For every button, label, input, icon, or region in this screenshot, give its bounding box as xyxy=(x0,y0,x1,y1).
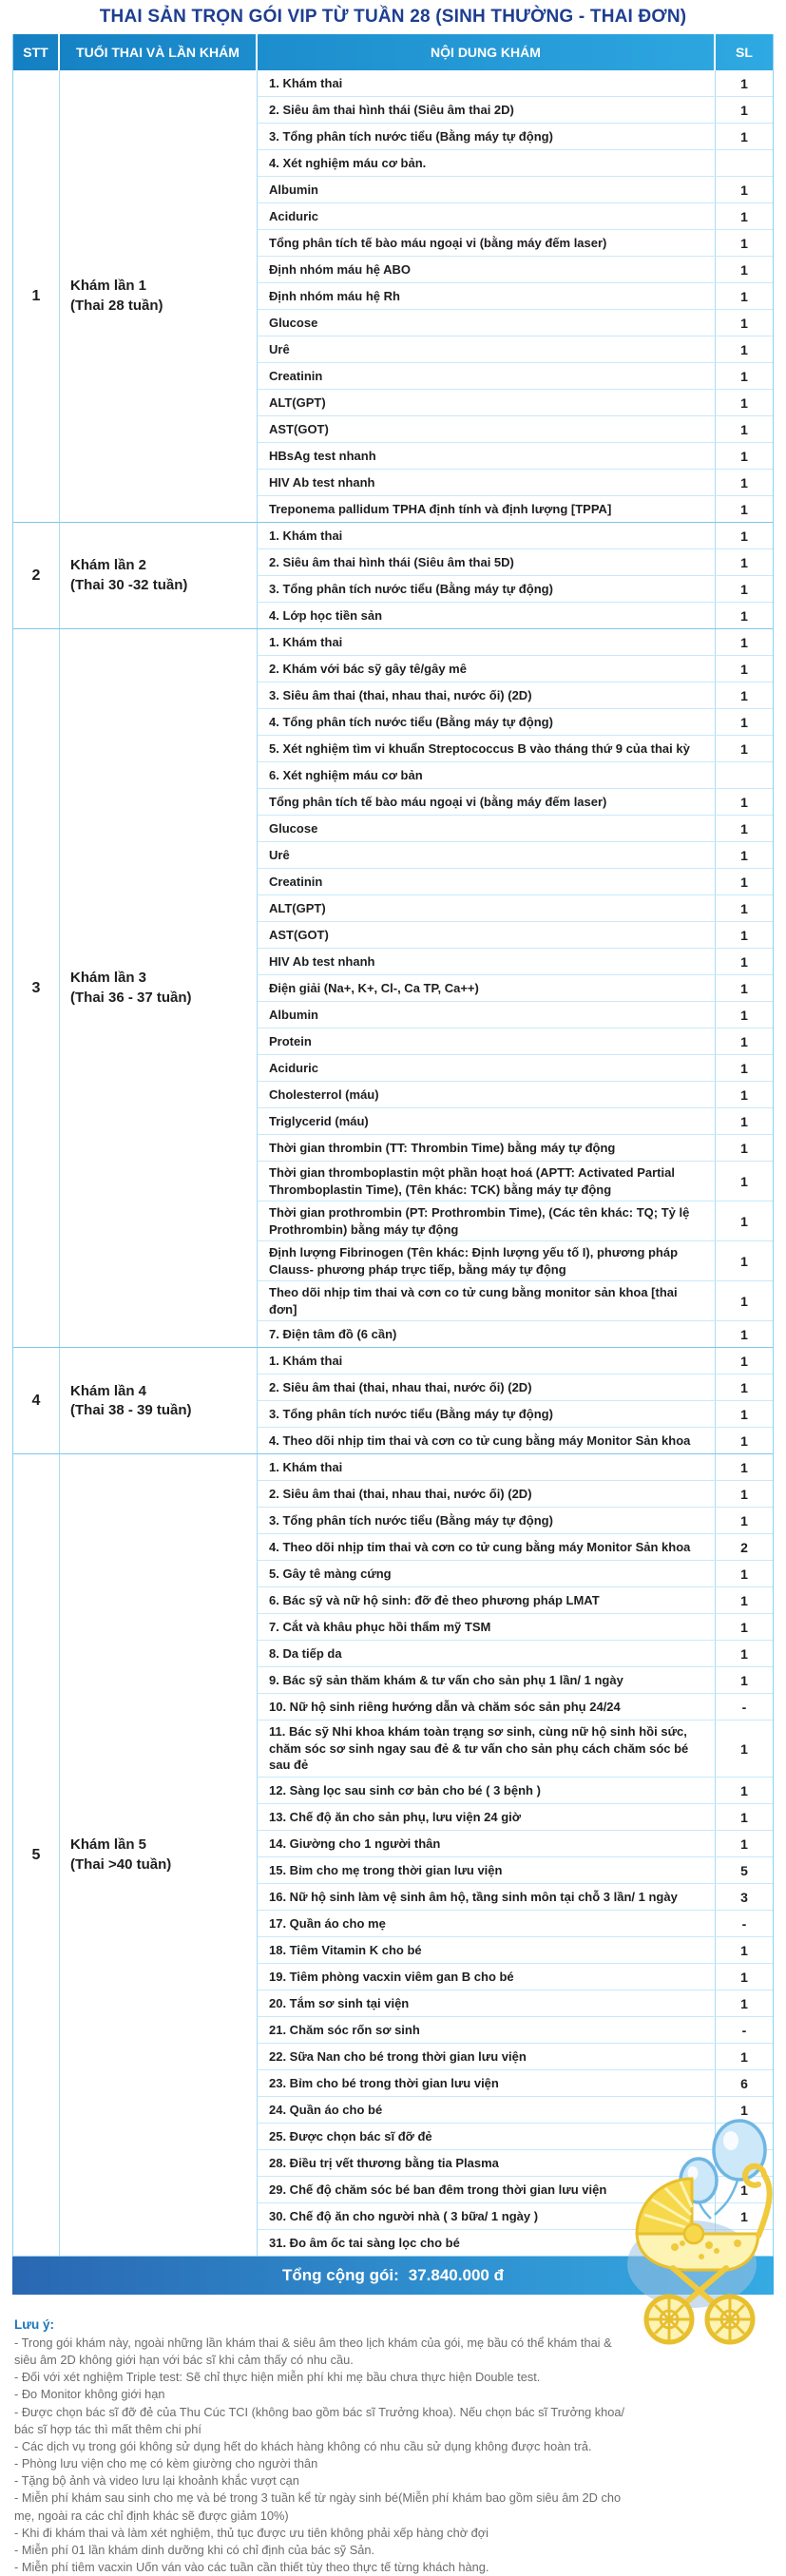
service-row xyxy=(258,575,773,602)
service-name: HBsAg test nhanh xyxy=(258,443,716,469)
service-name: Glucose xyxy=(258,816,716,841)
service-name: 1. Khám thai xyxy=(258,629,716,655)
service-quantity: 1 xyxy=(740,1566,748,1582)
service-row xyxy=(258,1586,773,1613)
service-row xyxy=(258,176,773,202)
service-row xyxy=(258,974,773,1001)
service-row xyxy=(258,1720,773,1777)
service-quantity: 1 xyxy=(740,1326,748,1342)
note-item: - Khi đi khám thai và làm xét nghiệm, thủ tục được ưu tiên không phải xếp hàng chờ đợi xyxy=(14,2525,489,2540)
note-item: - Các dịch vụ trong gói không sử dụng hết do khách hàng không có nhu cầu sử dụng không được hoàn trả. xyxy=(14,2438,592,2453)
visit-label xyxy=(60,1348,258,1453)
service-name: 5. Xét nghiệm tìm vi khuẩn Streptococcus B vào tháng thứ 9 của thai kỳ xyxy=(258,736,716,761)
service-row xyxy=(258,1883,773,1910)
service-name: 3. Tổng phân tích nước tiểu (Bằng máy tự động) xyxy=(258,576,716,602)
service-row xyxy=(258,1693,773,1720)
service-row xyxy=(258,921,773,948)
service-name: Albumin xyxy=(258,1002,716,1028)
service-name: 10. Nữ hộ sinh riêng hướng dẫn và chăm sóc sản phụ 24/24 xyxy=(258,1694,716,1720)
service-name: 21. Chăm sóc rốn sơ sinh xyxy=(258,2017,716,2043)
service-quantity: 1 xyxy=(740,1645,748,1662)
service-row xyxy=(258,948,773,974)
service-quantity: 1 xyxy=(740,75,748,91)
header-stt: STT xyxy=(13,34,60,70)
service-quantity: 1 xyxy=(740,1293,748,1309)
service-name: 20. Tắm sơ sinh tại viện xyxy=(258,1990,716,2016)
service-quantity: 1 xyxy=(740,1942,748,1958)
baby-carriage-illustration xyxy=(616,2112,779,2352)
service-name: 31. Đo âm ốc tai sàng lọc cho bé xyxy=(258,2230,716,2256)
service-row xyxy=(258,1613,773,1640)
service-row xyxy=(258,1830,773,1856)
service-quantity: 1 xyxy=(740,1406,748,1422)
notes-title: Lưu ý: xyxy=(14,2317,55,2333)
service-name: Định nhóm máu hệ Rh xyxy=(258,283,716,309)
service-row xyxy=(258,548,773,575)
service-quantity: 1 xyxy=(740,2048,748,2065)
visit-weeks: (Thai 36 - 37 tuần) xyxy=(70,989,192,1006)
service-quantity: 1 xyxy=(740,448,748,464)
notes-list xyxy=(14,2335,637,2576)
service-row xyxy=(258,1507,773,1533)
service-row xyxy=(258,682,773,708)
service-row xyxy=(258,868,773,894)
service-quantity: 1 xyxy=(740,182,748,198)
service-name: 19. Tiêm phòng vacxin viêm gan B cho bé xyxy=(258,1964,716,1990)
service-quantity: 1 xyxy=(740,368,748,384)
service-quantity: 1 xyxy=(740,235,748,251)
service-row xyxy=(258,229,773,256)
service-quantity: 1 xyxy=(740,794,748,810)
service-quantity: 1 xyxy=(740,1033,748,1049)
note-item: - Đối với xét nghiệm Triple test: Sẽ chỉ thực hiện miễn phí khi mẹ bầu chưa thực hiện Double test. xyxy=(14,2370,541,2385)
service-name: 17. Quần áo cho mẹ xyxy=(258,1911,716,1936)
service-quantity: 1 xyxy=(740,1060,748,1076)
service-name: 3. Tổng phân tích nước tiểu (Bằng máy tự động) xyxy=(258,1508,716,1533)
visit-name: Khám lần 1 xyxy=(70,278,147,295)
header-visit: TUỔI THAI VÀ LẦN KHÁM xyxy=(60,34,258,70)
service-row xyxy=(258,442,773,469)
service-name: Điện giải (Na+, K+, Cl-, Ca TP, Ca++) xyxy=(258,975,716,1001)
service-quantity: 1 xyxy=(740,1512,748,1528)
service-quantity: 1 xyxy=(740,1969,748,1985)
service-quantity: 1 xyxy=(740,554,748,570)
service-row xyxy=(258,362,773,389)
service-name: 7. Điện tâm đồ (6 cần) xyxy=(258,1321,716,1347)
pricing-table xyxy=(12,34,774,2257)
service-quantity: 2 xyxy=(740,1539,748,1555)
service-name: 9. Bác sỹ sản thăm khám & tư vấn cho sản phụ 1 lần/ 1 ngày xyxy=(258,1667,716,1693)
service-quantity: 1 xyxy=(740,1379,748,1395)
service-row xyxy=(258,788,773,815)
service-quantity: 3 xyxy=(740,1889,748,1905)
service-quantity: 1 xyxy=(740,2208,748,2224)
service-name: 25. Được chọn bác sĩ đỡ đẻ xyxy=(258,2124,716,2149)
visit-weeks: (Thai >40 tuần) xyxy=(70,1855,172,1873)
header-qty: SL xyxy=(736,45,753,60)
service-name: ALT(GPT) xyxy=(258,895,716,921)
note-item: - Miễn phí tiêm vacxin Uốn ván vào các tuần cần thiết tùy theo thực tế từng khách hàng. xyxy=(14,2560,489,2575)
service-row xyxy=(258,1400,773,1427)
visit-label xyxy=(60,629,258,1347)
service-quantity: 1 xyxy=(740,1486,748,1502)
visit-label xyxy=(60,70,258,522)
service-name: Triglycerid (máu) xyxy=(258,1108,716,1134)
service-row xyxy=(258,389,773,415)
service-row xyxy=(258,1910,773,1936)
service-row xyxy=(258,655,773,682)
table-header xyxy=(13,34,773,70)
service-row xyxy=(258,1803,773,1830)
service-row xyxy=(258,894,773,921)
service-name: 4. Lớp học tiền sản xyxy=(258,603,716,628)
service-row xyxy=(258,96,773,123)
service-quantity: 1 xyxy=(740,501,748,517)
service-quantity: 1 xyxy=(740,1592,748,1608)
service-name: 23. Bỉm cho bé trong thời gian lưu viện xyxy=(258,2070,716,2096)
service-name: 13. Chế độ ăn cho sản phụ, lưu viện 24 giờ xyxy=(258,1804,716,1830)
service-quantity: 1 xyxy=(740,1619,748,1635)
service-quantity: 1 xyxy=(740,820,748,836)
visit-section xyxy=(13,1347,773,1453)
service-name: Cholesterrol (máu) xyxy=(258,1082,716,1107)
service-name: Thời gian thrombin (TT: Thrombin Time) bằng máy tự động xyxy=(258,1135,716,1161)
service-row xyxy=(258,1640,773,1666)
service-row xyxy=(258,415,773,442)
note-item: - Đo Monitor không giới hạn xyxy=(14,2387,165,2402)
visit-number: 4 xyxy=(13,1348,60,1453)
visit-label xyxy=(60,1454,258,2256)
service-quantity: 1 xyxy=(740,1086,748,1103)
service-name: HIV Ab test nhanh xyxy=(258,949,716,974)
service-quantity: 1 xyxy=(740,2182,748,2198)
service-name: Theo dõi nhịp tim thai và cơn co tử cung bằng monitor sản khoa [thai đơn] xyxy=(258,1281,716,1320)
service-row xyxy=(258,1001,773,1028)
service-name: 28. Điều trị vết thương bằng tia Plasma xyxy=(258,2150,716,2176)
service-name: 3. Tổng phân tích nước tiểu (Bằng máy tự động) xyxy=(258,124,716,149)
service-name: 5. Gây tê màng cứng xyxy=(258,1561,716,1586)
service-row xyxy=(258,1054,773,1081)
visit-rows xyxy=(258,523,773,628)
service-name: 18. Tiêm Vitamin K cho bé xyxy=(258,1937,716,1963)
service-row xyxy=(258,1081,773,1107)
service-quantity: 1 xyxy=(740,1740,748,1757)
visit-section xyxy=(13,522,773,628)
header-content: NỘI DUNG KHÁM xyxy=(258,34,716,70)
visit-rows xyxy=(258,70,773,522)
service-name: HIV Ab test nhanh xyxy=(258,470,716,495)
service-quantity: 1 xyxy=(740,1836,748,1852)
visit-number: 1 xyxy=(13,70,60,522)
service-name: AST(GOT) xyxy=(258,416,716,442)
service-quantity: 1 xyxy=(740,1672,748,1688)
visit-number: 5 xyxy=(13,1454,60,2256)
service-name: Aciduric xyxy=(258,1055,716,1081)
service-name: Định nhóm máu hệ ABO xyxy=(258,257,716,282)
service-row xyxy=(258,282,773,309)
service-quantity: - xyxy=(741,1915,747,1932)
visit-weeks: (Thai 28 tuần) xyxy=(70,297,163,314)
service-name: Tổng phân tích tế bào máu ngoại vi (bằng máy đếm laser) xyxy=(258,230,716,256)
service-row xyxy=(258,1777,773,1803)
service-quantity: 1 xyxy=(740,2102,748,2118)
service-quantity xyxy=(716,150,773,176)
service-quantity: 1 xyxy=(740,474,748,490)
service-quantity: 1 xyxy=(740,1809,748,1825)
service-row xyxy=(258,1856,773,1883)
visit-section xyxy=(13,628,773,1347)
service-row xyxy=(258,256,773,282)
service-name: Aciduric xyxy=(258,203,716,229)
note-item: - Miễn phí khám sau sinh cho mẹ và bé trong 3 tuần kể từ ngày sinh bé(Miễn phí khám bao gồm siêu âm 2D cho mẹ, ngoài ra các chỉ định khác sẽ được giảm 10%) xyxy=(14,2490,622,2523)
note-item: - Miễn phí 01 lần khám dinh dưỡng khi có chỉ định của bác sỹ Sản. xyxy=(14,2542,375,2557)
service-row xyxy=(258,1963,773,1990)
service-quantity: 1 xyxy=(740,315,748,331)
visit-section xyxy=(13,70,773,522)
service-quantity: 1 xyxy=(740,261,748,278)
service-row xyxy=(258,1280,773,1320)
service-row xyxy=(258,2043,773,2069)
service-row xyxy=(258,469,773,495)
service-name: 4. Theo dõi nhịp tim thai và cơn co tử cung bằng máy Monitor Sản khoa xyxy=(258,1534,716,1560)
service-row xyxy=(258,123,773,149)
service-name: 2. Siêu âm thai hình thái (Siêu âm thai 2D) xyxy=(258,97,716,123)
note-item: - Tặng bộ ảnh và video lưu lại khoảnh khắc vượt cạn xyxy=(14,2473,299,2489)
service-name: 1. Khám thai xyxy=(258,1454,716,1480)
service-row xyxy=(258,70,773,96)
service-quantity: 1 xyxy=(740,102,748,118)
service-quantity: 5 xyxy=(740,1862,748,1878)
service-name: 4. Theo dõi nhịp tim thai và cơn co tử cung bằng máy Monitor Sản khoa xyxy=(258,1428,716,1453)
service-row xyxy=(258,1161,773,1201)
service-name: 1. Khám thai xyxy=(258,70,716,96)
page-title: THAI SẢN TRỌN GÓI VIP TỪ TUẦN 28 (SINH THƯỜNG - THAI ĐƠN) xyxy=(99,7,687,27)
service-name: 1. Khám thai xyxy=(258,523,716,548)
service-name: ALT(GPT) xyxy=(258,390,716,415)
service-row xyxy=(258,1480,773,1507)
service-row xyxy=(258,1028,773,1054)
service-quantity xyxy=(716,762,773,788)
service-quantity: 1 xyxy=(740,288,748,304)
service-row xyxy=(258,708,773,735)
service-row xyxy=(258,1533,773,1560)
service-quantity: 1 xyxy=(740,341,748,357)
service-quantity: 1 xyxy=(740,687,748,703)
service-name: 3. Tổng phân tích nước tiểu (Bằng máy tự động) xyxy=(258,1401,716,1427)
service-row xyxy=(258,2016,773,2043)
service-quantity: - xyxy=(741,1699,747,1715)
service-row xyxy=(258,149,773,176)
service-name: 11. Bác sỹ Nhi khoa khám toàn trạng sơ sinh, cùng nữ hộ sinh hồi sức, chăm sóc sơ sinh ngay sau đẻ & tư vấn cho sản phụ cách chăm sóc bé sau đẻ xyxy=(258,1721,716,1777)
service-row xyxy=(258,1201,773,1240)
service-quantity: 1 xyxy=(740,1459,748,1475)
service-name: Glucose xyxy=(258,310,716,336)
service-quantity: 1 xyxy=(740,661,748,677)
service-name: 16. Nữ hộ sinh làm vệ sinh âm hộ, tầng sinh môn tại chỗ 3 lần/ 1 ngày xyxy=(258,1884,716,1910)
service-name: 14. Giường cho 1 người thân xyxy=(258,1831,716,1856)
service-quantity: 1 xyxy=(740,394,748,411)
service-quantity: 1 xyxy=(740,953,748,970)
service-row xyxy=(258,1936,773,1963)
service-quantity: 1 xyxy=(740,128,748,144)
service-name: 2. Siêu âm thai (thai, nhau thai, nước ối) (2D) xyxy=(258,1481,716,1507)
service-row xyxy=(258,1240,773,1280)
service-name: 6. Xét nghiệm máu cơ bản xyxy=(258,762,716,788)
total-label: Tổng cộng gói: xyxy=(282,2266,399,2285)
service-row xyxy=(258,523,773,548)
service-row xyxy=(258,735,773,761)
service-quantity: 1 xyxy=(740,1007,748,1023)
visit-weeks: (Thai 30 -32 tuần) xyxy=(70,576,188,593)
service-name: 4. Tổng phân tích nước tiểu (Bằng máy tự động) xyxy=(258,709,716,735)
service-row xyxy=(258,2069,773,2096)
service-quantity: 1 xyxy=(740,634,748,650)
service-quantity: 1 xyxy=(740,927,748,943)
service-name: 22. Sữa Nan cho bé trong thời gian lưu viện xyxy=(258,2044,716,2069)
service-name: 30. Chế độ ăn cho người nhà ( 3 bữa/ 1 ngày ) xyxy=(258,2203,716,2229)
note-item: - Phòng lưu viện cho mẹ có kèm giường cho người thân xyxy=(14,2456,318,2471)
service-name: Protein xyxy=(258,1028,716,1054)
service-quantity: 1 xyxy=(740,1213,748,1229)
service-quantity: 1 xyxy=(740,1140,748,1156)
service-name: 8. Da tiếp da xyxy=(258,1641,716,1666)
service-row xyxy=(258,495,773,522)
service-name: Treponema pallidum TPHA định tính và định lượng [TPPA] xyxy=(258,496,716,522)
service-name: 7. Cắt và khâu phục hồi thẩm mỹ TSM xyxy=(258,1614,716,1640)
service-quantity: 1 xyxy=(740,1782,748,1798)
visit-rows xyxy=(258,629,773,1347)
service-row xyxy=(258,1666,773,1693)
service-name: Thời gian thromboplastin một phần hoạt hoá (APTT: Activated Partial Thromboplastin Time), (Tên khác: TCK) bằng máy tự động xyxy=(258,1162,716,1201)
service-name: Creatinin xyxy=(258,363,716,389)
service-quantity: 1 xyxy=(740,1113,748,1129)
service-name: 2. Khám với bác sỹ gây tê/gây mê xyxy=(258,656,716,682)
visit-name: Khám lần 2 xyxy=(70,557,147,574)
service-row xyxy=(258,202,773,229)
notes-section xyxy=(14,2317,637,2576)
visit-name: Khám lần 4 xyxy=(70,1382,147,1399)
visit-rows xyxy=(258,1348,773,1453)
service-quantity: 1 xyxy=(740,1432,748,1449)
service-row xyxy=(258,761,773,788)
visit-name: Khám lần 3 xyxy=(70,970,147,987)
service-quantity: 1 xyxy=(740,421,748,437)
total-amount: 37.840.000 đ xyxy=(408,2266,504,2285)
service-row xyxy=(258,1454,773,1480)
service-name: 15. Bỉm cho mẹ trong thời gian lưu viện xyxy=(258,1857,716,1883)
service-quantity: 1 xyxy=(740,874,748,890)
service-row xyxy=(258,629,773,655)
service-name: 2. Siêu âm thai (thai, nhau thai, nước ối) (2D) xyxy=(258,1375,716,1400)
visit-name: Khám lần 5 xyxy=(70,1836,147,1854)
service-name: Tổng phân tích tế bào máu ngoại vi (bằng máy đếm laser) xyxy=(258,789,716,815)
service-row xyxy=(258,309,773,336)
visit-label xyxy=(60,523,258,628)
service-row xyxy=(258,1427,773,1453)
service-quantity: 1 xyxy=(740,607,748,624)
service-quantity: 1 xyxy=(740,581,748,597)
service-name: 3. Siêu âm thai (thai, nhau thai, nước ối) (2D) xyxy=(258,682,716,708)
service-row xyxy=(258,1560,773,1586)
service-row xyxy=(258,1134,773,1161)
service-quantity: - xyxy=(741,2022,747,2038)
service-name: Creatinin xyxy=(258,869,716,894)
service-name: Urê xyxy=(258,336,716,362)
service-row xyxy=(258,336,773,362)
visit-number: 3 xyxy=(13,629,60,1347)
service-quantity: 1 xyxy=(740,847,748,863)
table-body xyxy=(13,70,773,2256)
service-row xyxy=(258,1990,773,2016)
service-name: 24. Quần áo cho bé xyxy=(258,2097,716,2123)
service-name: Urê xyxy=(258,842,716,868)
service-name: AST(GOT) xyxy=(258,922,716,948)
note-item: - Được chọn bác sĩ đỡ đẻ của Thu Cúc TCI (không bao gồm bác sĩ Trưởng khoa). Nếu chọn bác sĩ Trưởng khoa/ bác sĩ hợp tác thì mất thêm chi phí xyxy=(14,2404,625,2436)
service-row xyxy=(258,841,773,868)
service-quantity: 1 xyxy=(740,208,748,224)
service-row xyxy=(258,1374,773,1400)
service-row xyxy=(258,1320,773,1347)
service-quantity: 6 xyxy=(740,2075,748,2091)
service-name: 6. Bác sỹ và nữ hộ sinh: đỡ đẻ theo phương pháp LMAT xyxy=(258,1587,716,1613)
service-name: Định lượng Fibrinogen (Tên khác: Định lượng yếu tố I), phương pháp Clauss- phương pháp trực tiếp, bằng máy tự động xyxy=(258,1241,716,1280)
service-quantity: 1 xyxy=(740,528,748,544)
service-quantity: 1 xyxy=(740,740,748,757)
service-quantity: 1 xyxy=(740,1995,748,2011)
service-row xyxy=(258,815,773,841)
service-name: 4. Xét nghiệm máu cơ bản. xyxy=(258,150,716,176)
service-row xyxy=(258,1107,773,1134)
service-name: Albumin xyxy=(258,177,716,202)
service-row xyxy=(258,1348,773,1374)
service-name: 12. Sàng lọc sau sinh cơ bản cho bé ( 3 bệnh ) xyxy=(258,1778,716,1803)
visit-number: 2 xyxy=(13,523,60,628)
service-name: 1. Khám thai xyxy=(258,1348,716,1374)
visit-weeks: (Thai 38 - 39 tuần) xyxy=(70,1401,192,1418)
service-quantity: 1 xyxy=(740,1253,748,1269)
service-name: 29. Chế độ chăm sóc bé ban đêm trong thời gian lưu viện xyxy=(258,2177,716,2202)
service-quantity: 1 xyxy=(740,714,748,730)
service-quantity: 1 xyxy=(740,980,748,996)
service-quantity: 1 xyxy=(740,1353,748,1369)
service-row xyxy=(258,602,773,628)
note-item: - Trong gói khám này, ngoài những lần khám thai & siêu âm theo lịch khám của gói, mẹ bầu có thể khám thai & siêu âm 2D không giới hạn với bác sĩ khi cảm thấy có nhu cầu. xyxy=(14,2336,612,2368)
service-quantity: 1 xyxy=(740,900,748,916)
service-name: 2. Siêu âm thai hình thái (Siêu âm thai 5D) xyxy=(258,549,716,575)
service-name: Thời gian prothrombin (PT: Prothrombin Time), (Các tên khác: TQ; Tỷ lệ Prothrombin) bằng máy tự động xyxy=(258,1201,716,1240)
service-quantity: 1 xyxy=(740,1173,748,1189)
